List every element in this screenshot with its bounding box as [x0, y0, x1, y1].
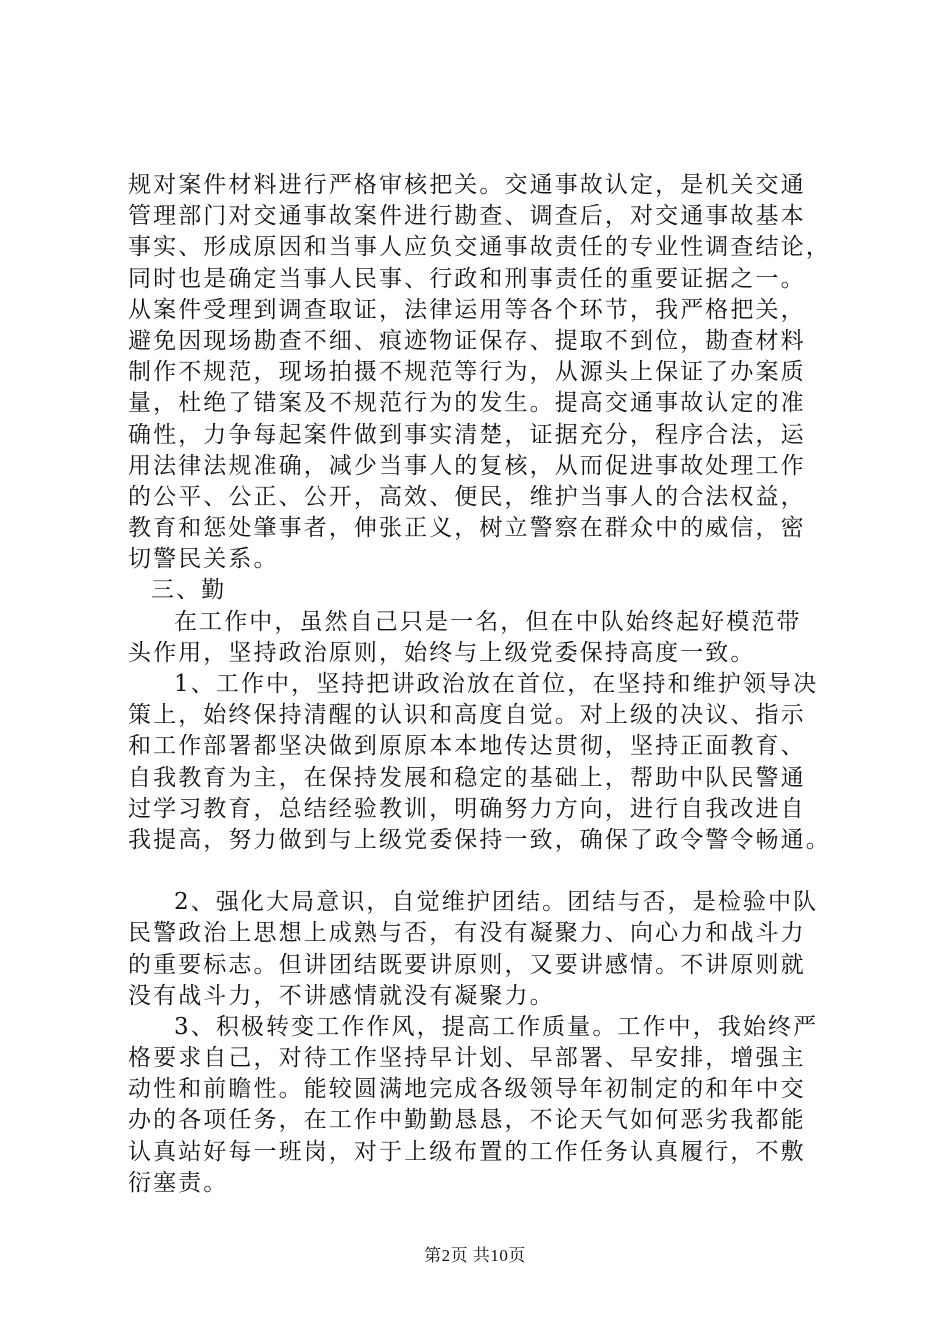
- text-line: 民警政治上思想上成熟与否，有没有凝聚力、向心力和战斗力: [128, 920, 806, 947]
- text-line: 3、积极转变工作作风，提高工作质量。工作中，我始终严: [174, 1013, 819, 1040]
- page-number-footer: 第2页 共10页: [424, 1246, 526, 1265]
- text-line: 的公平、公正、公开，高效、便民，维护当事人的合法权益，: [128, 483, 806, 510]
- text-line: 认真站好每一班岗，对于上级布置的工作任务认真履行，不敷: [128, 1138, 806, 1165]
- text-line: 避免因现场勘查不细、痕迹物证保存、提取不到位，勘查材料: [128, 327, 806, 354]
- text-line: 事实、形成原因和当事人应负交通事故责任的专业性调查结论，: [128, 234, 831, 261]
- paragraph-gap: [128, 856, 848, 887]
- text-line: 头作用，坚持政治原则，始终与上级党委保持高度一致。: [128, 639, 756, 666]
- text-line: 的重要标志。但讲团结既要讲原则，又要讲感情。不讲原则就: [128, 951, 806, 978]
- body-text: [128, 170, 848, 1199]
- text-line: 切警民关系。: [128, 546, 279, 573]
- text-line: 格要求自己，对待工作坚持早计划、早部署、早安排，增强主: [128, 1045, 806, 1072]
- text-line: 动性和前瞻性。能较圆满地完成各级领导年初制定的和年中交: [128, 1076, 806, 1103]
- section-heading: 三、勤: [151, 577, 227, 604]
- text-line: 规对案件材料进行严格审核把关。交通事故认定，是机关交通: [128, 172, 806, 198]
- text-line: 从案件受理到调查取证，法律运用等各个环节，我严格把关，: [128, 296, 806, 323]
- text-line: 制作不规范，现场拍摄不规范等行为，从源头上保证了办案质: [128, 359, 806, 386]
- text-line: 在工作中，虽然自己只是一名，但在中队始终起好模范带: [174, 608, 802, 635]
- text-line: 没有战斗力，不讲感情就没有凝聚力。: [128, 982, 555, 1009]
- text-line: 用法律法规准确，减少当事人的复核，从而促进事故处理工作: [128, 452, 806, 479]
- text-line: 和工作部署都坚决做到原原本本地传达贯彻，坚持正面教育、: [128, 733, 806, 760]
- text-line: 2、强化大局意识，自觉维护团结。团结与否，是检验中队: [174, 889, 819, 916]
- text-line: 过学习教育，总结经验教训，明确努力方向，进行自我改进自: [128, 795, 806, 822]
- text-line: 管理部门对交通事故案件进行勘查、调查后，对交通事故基本: [128, 203, 806, 230]
- text-line: 我提高，努力做到与上级党委保持一致，确保了政令警令畅通。: [128, 826, 831, 853]
- text-line: 确性，力争每起案件做到事实清楚，证据充分，程序合法，运: [128, 421, 806, 448]
- text-line: 衍塞责。: [128, 1169, 229, 1196]
- text-line: 同时也是确定当事人民事、行政和刑事责任的重要证据之一。: [128, 265, 806, 292]
- text-line: 策上，始终保持清醒的认识和高度自觉。对上级的决议、指示: [128, 702, 806, 729]
- text-line: 自我教育为主，在保持发展和稳定的基础上，帮助中队民警通: [128, 764, 806, 791]
- text-line: 量，杜绝了错案及不规范行为的发生。提高交通事故认定的准: [128, 390, 806, 417]
- text-line: 办的各项任务，在工作中勤勤恳恳，不论天气如何恶劣我都能: [128, 1107, 806, 1134]
- text-line: 1、工作中，坚持把讲政治放在首位，在坚持和维护领导决: [174, 671, 819, 697]
- text-line: 教育和惩处肇事者，伸张正义，树立警察在群众中的威信，密: [128, 515, 806, 542]
